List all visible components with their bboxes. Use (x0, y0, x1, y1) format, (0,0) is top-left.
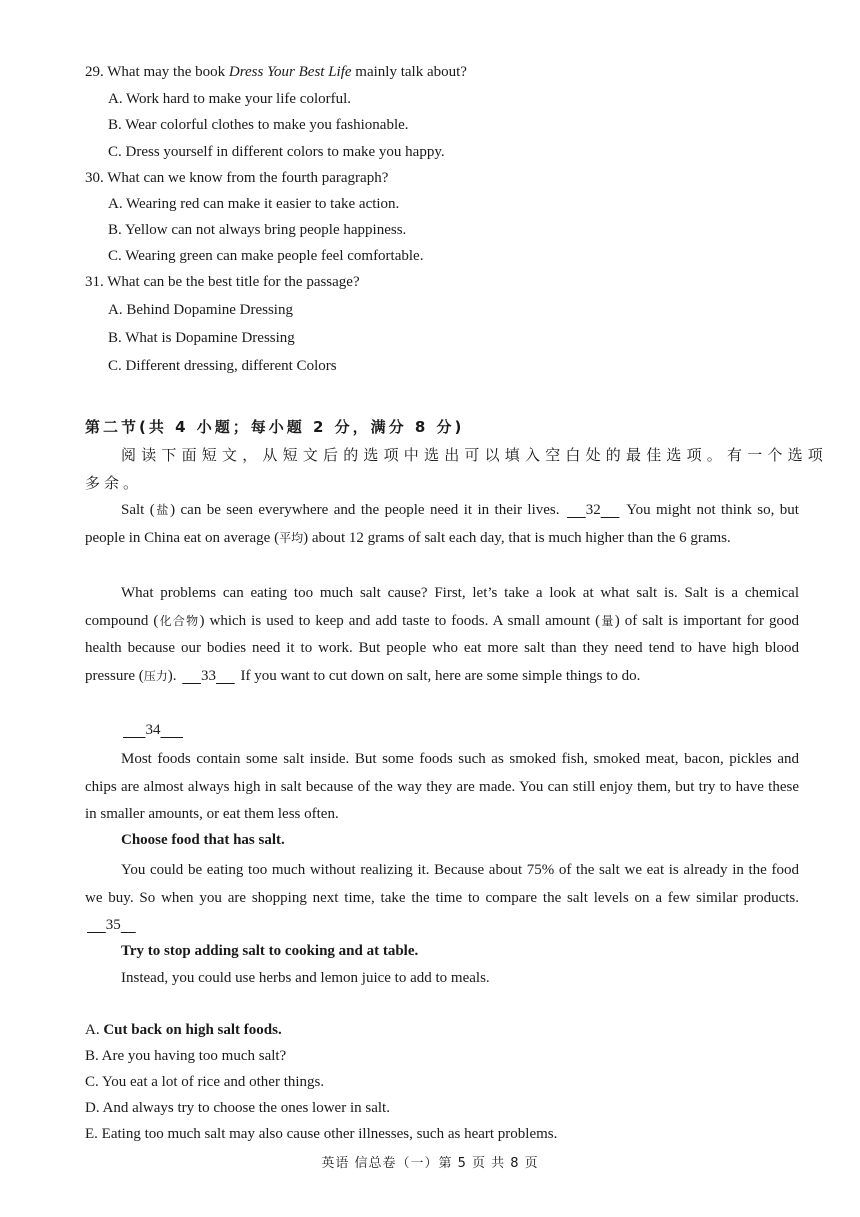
p2-text-b: ) which is used to keep and add taste to foods. A small amount ( (199, 612, 601, 629)
question-29-stem-post: mainly talk about? (351, 64, 467, 80)
p2-gloss-pressure: 压力 (143, 669, 168, 684)
question-30-stem: 30. What can we know from the fourth paragraph? (85, 170, 389, 186)
question-31-stem: 31. What can be the best title for the passage? (85, 274, 360, 290)
subheading-choose-food: Choose food that has salt. (121, 832, 285, 848)
choice-a-letter: A. (85, 1022, 104, 1038)
passage-paragraph-5: Instead, you could use herbs and lemon juice to add to meals. (121, 970, 490, 986)
p1-gloss-salt: 盐 (154, 503, 171, 517)
p1-text-a: Salt ( (121, 502, 155, 518)
question-30-option-c: C. Wearing green can make people feel comfortable. (108, 248, 424, 264)
question-31-option-b: B. What is Dopamine Dressing (108, 330, 295, 346)
p2-text-c: ) of salt is important for good health because our bodies need it to work. But people who eat more salt than they need tend to have high blood pressure ( (85, 612, 799, 685)
choice-d: D. And always try to choose the ones lower in salt. (85, 1100, 390, 1116)
p1-gloss-average: 平均 (279, 530, 304, 545)
p2-text-d: ). (167, 668, 181, 685)
choice-c: C. You eat a lot of rice and other things. (85, 1074, 325, 1090)
p2-gloss-amount: 量 (600, 613, 615, 628)
question-29-option-b: B. Wear colorful clothes to make you fashionable. (108, 117, 409, 133)
passage-paragraph-3 (85, 746, 799, 829)
page-footer: 英语 信总卷（一）第 5 页 共 8 页 (321, 1156, 539, 1171)
question-31-option-a: A. Behind Dopamine Dressing (108, 302, 293, 318)
blank-34-number: 34 (145, 722, 161, 738)
blank-33 (180, 663, 237, 691)
p1-text-d: ) about 12 grams of salt each day, that is much higher than the 6 grams. (303, 529, 731, 546)
section-heading: 第二节(共 4 小题；每小题 2 分，满分 8 分) (85, 418, 465, 436)
choice-b: B. Are you having too much salt? (85, 1048, 287, 1064)
question-29-option-c: C. Dress yourself in different colors to make you happy. (108, 144, 445, 160)
question-29-option-a: A. Work hard to make your life colorful. (108, 91, 352, 107)
section-instruction-line2: 多余。 (85, 474, 143, 492)
question-29-stem (85, 64, 467, 81)
choice-a-text: Cut back on high salt foods. (103, 1022, 282, 1038)
blank-32-number: 32 (585, 502, 601, 518)
blank-32 (565, 497, 622, 525)
p3-text: Most foods contain some salt inside. But some foods such as smoked fish, smoked meat, bacon, pickles and chips are almost always high in salt because of the way they are made. You can still enjoy them, but try to have these in smaller amounts, or eat them less often. (85, 751, 799, 823)
blank-35 (85, 912, 138, 940)
blank-34 (121, 722, 185, 739)
passage-paragraph-4 (85, 857, 799, 940)
blank-35-number: 35 (105, 917, 121, 934)
blank-33-number: 33 (201, 668, 216, 685)
p2-gloss-compound: 化合物 (158, 613, 200, 628)
passage-paragraph-2 (85, 580, 799, 691)
question-30-option-a: A. Wearing red can make it easier to take action. (108, 196, 400, 212)
choice-a (85, 1022, 282, 1039)
p1-text-c: You might not think so, but people in China eat on average ( (85, 502, 799, 546)
book-title: Dress Your Best Life (228, 64, 352, 80)
question-31-option-c: C. Different dressing, different Colors (108, 358, 337, 374)
question-30-option-b: B. Yellow can not always bring people happiness. (108, 222, 407, 238)
choice-e: E. Eating too much salt may also cause other illnesses, such as heart problems. (85, 1126, 558, 1142)
section-instruction-line1: 阅读下面短文，从短文后的选项中选出可以填入空白处的最佳选项。有一个选项 (121, 446, 829, 464)
p4-text: You could be eating too much without realizing it. Because about 75% of the salt we eat is already in the food we buy. So when you are shopping next time, take the time to compare the salt levels on a few similar products. (85, 862, 799, 906)
p2-text-a: What problems can eating too much salt cause? First, let’s take a look at what salt is. Salt is a chemical compound ( (85, 585, 799, 629)
passage-paragraph-1 (85, 497, 799, 552)
subheading-stop-adding-salt: Try to stop adding salt to cooking and at table. (121, 943, 419, 959)
p2-text-e: If you want to cut down on salt, here are some simple things to do. (236, 668, 641, 685)
p1-text-b: ) can be seen everywhere and the people need it in their lives. (170, 502, 565, 518)
question-29-stem-pre: 29. What may the book (85, 64, 229, 80)
